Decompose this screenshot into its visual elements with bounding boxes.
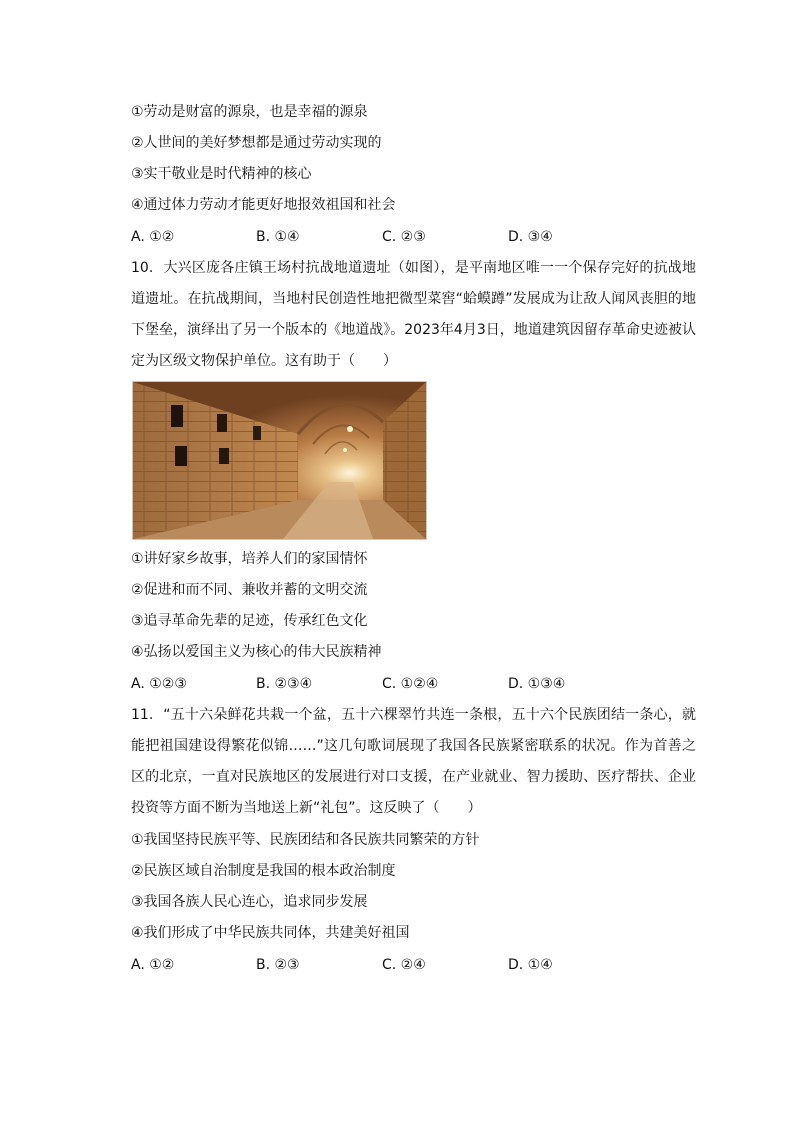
q11-item-4: ④我们形成了中华民族共同体，共建美好祖国 <box>131 925 410 941</box>
q9-option-a[interactable]: A. ①② <box>131 229 175 245</box>
q9-item-1: ①劳动是财富的源泉，也是幸福的源泉 <box>131 104 368 120</box>
q10-item-4: ④弘扬以爱国主义为核心的伟大民族精神 <box>131 644 382 660</box>
q9-item-4: ④通过体力劳动才能更好地报效祖国和社会 <box>131 197 396 213</box>
q10-number: 10. <box>131 260 154 276</box>
q10-option-b[interactable]: B. ②③④ <box>256 676 313 692</box>
q11-options <box>131 955 691 975</box>
q10-option-a[interactable]: A. ①②③ <box>131 676 187 692</box>
q10-item-3: ③追寻革命先辈的足迹，传承红色文化 <box>131 613 368 629</box>
q10-option-d[interactable]: D. ①③④ <box>508 676 566 692</box>
q11-item-3: ③我国各族人民心连心，追求同步发展 <box>131 894 368 910</box>
q9-option-d[interactable]: D. ③④ <box>508 229 553 245</box>
q9-item-3: ③实干敬业是时代精神的核心 <box>131 166 312 182</box>
q10-item-2: ②促进和而不同、兼收并蓄的文明交流 <box>131 582 368 598</box>
q10-option-c[interactable]: C. ①②④ <box>382 676 439 692</box>
q9-option-c[interactable]: C. ②③ <box>382 229 426 245</box>
q11-option-d[interactable]: D. ①④ <box>508 957 553 973</box>
q11-number: 11. <box>131 707 154 723</box>
q11-item-2: ②民族区域自治制度是我国的根本政治制度 <box>131 863 396 879</box>
q11-stem <box>131 700 696 824</box>
q11-option-a[interactable]: A. ①② <box>131 957 175 973</box>
tunnel-image <box>133 382 426 539</box>
q9-option-b[interactable]: B. ①④ <box>256 229 300 245</box>
q11-item-1: ①我国坚持民族平等、民族团结和各民族共同繁荣的方针 <box>131 832 480 848</box>
q11-option-b[interactable]: B. ②③ <box>256 957 300 973</box>
q10-item-1: ①讲好家乡故事，培养人们的家国情怀 <box>131 551 368 567</box>
q9-options <box>131 227 691 247</box>
q11-stem-text: “五十六朵鲜花共栽一个盆，五十六棵翠竹共连一条根，五十六个民族团结一条心，就能把祖国建设得繁花似锦……”这几句歌词展现了我国各民族紧密联系的状况。作为首善之区的北京，一直对民族地区的发展进行对口支援，在产业就业、智力援助、医疗帮扶、企业投资等方面不断为当地送上新“礼包”。这反映了（ ） <box>131 707 696 816</box>
q9-item-2: ②人世间的美好梦想都是通过劳动实现的 <box>131 135 382 151</box>
q11-option-c[interactable]: C. ②④ <box>382 957 426 973</box>
q10-stem-text: 大兴区庞各庄镇王场村抗战地道遗址（如图），是平南地区唯一一个保存完好的抗战地道遗址。在抗战期间，当地村民创造性地把微型菜窖“蛤蟆蹲”发展成为让敌人闻风丧胆的地下堡垒，演绎出了另一个版本的《地道战》。2023年4月3日，地道建筑因留存革命史迹被认定为区级文物保护单位。这有助于（ ） <box>131 260 696 369</box>
q10-options <box>131 674 691 694</box>
q10-stem <box>131 253 696 377</box>
tunnel-photo <box>132 381 427 540</box>
